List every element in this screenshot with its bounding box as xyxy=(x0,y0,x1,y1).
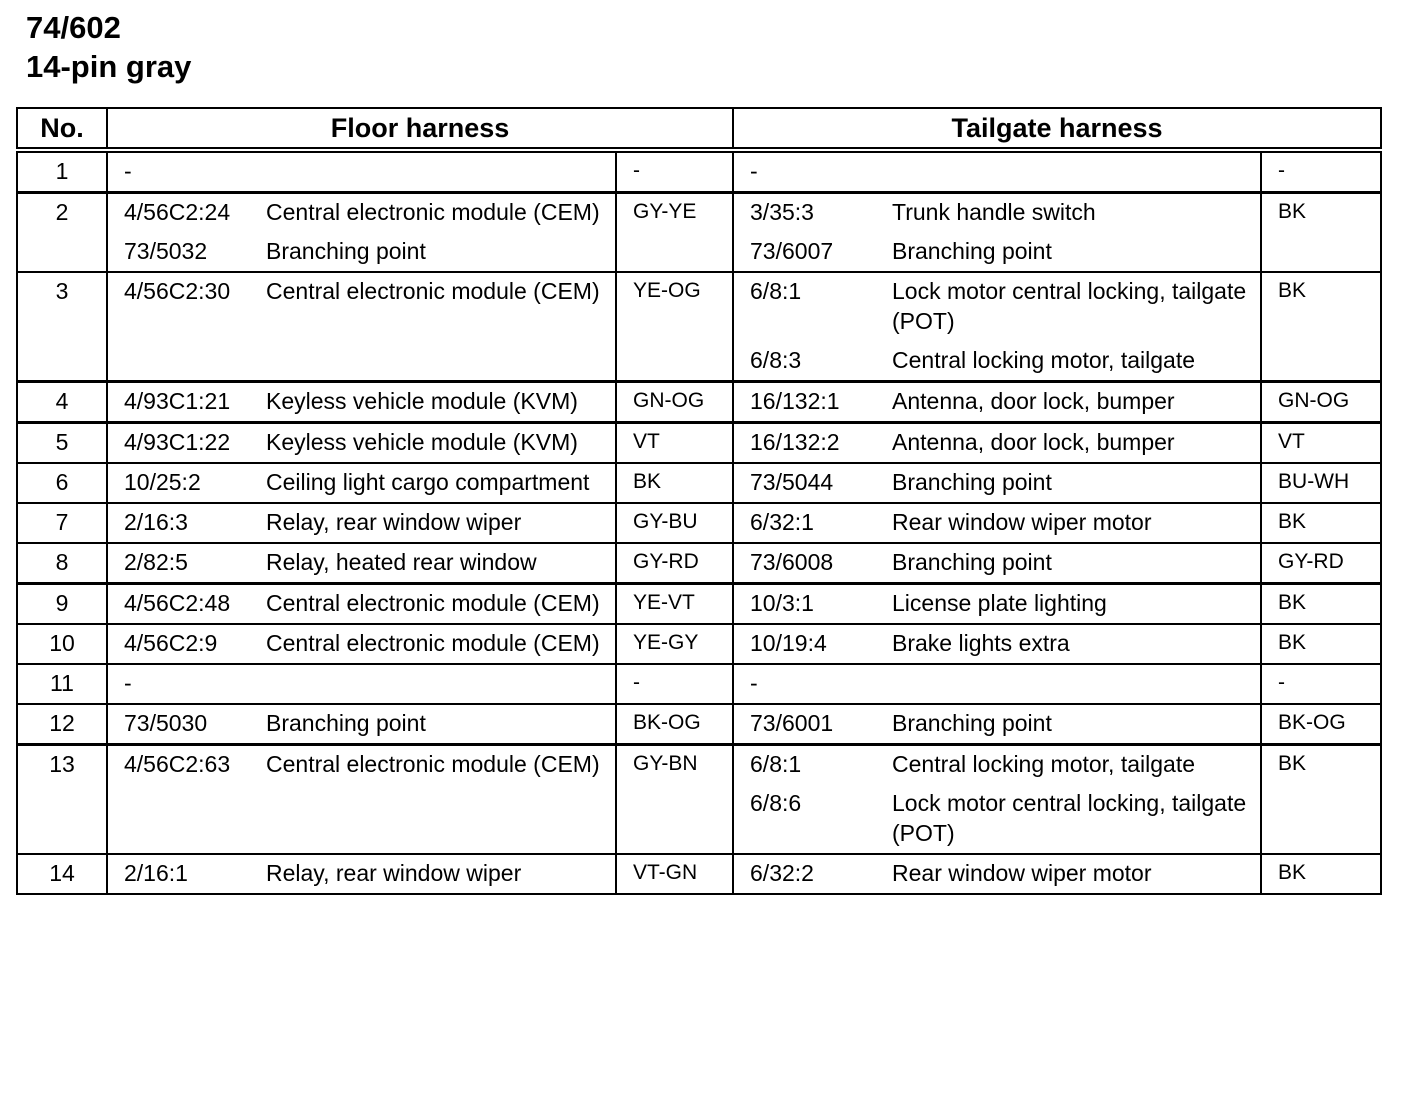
floor-connection-entry xyxy=(124,547,609,577)
table-row xyxy=(17,624,1381,664)
tailgate-wire-color: BK xyxy=(1261,503,1381,543)
connection-description: Keyless vehicle module (KVM) xyxy=(266,429,578,455)
connection-pin: 6/8:1 xyxy=(750,751,802,777)
table-row xyxy=(17,150,1381,193)
table-row xyxy=(17,745,1381,855)
pin-number: 12 xyxy=(17,704,107,745)
tailgate-harness-connections xyxy=(733,584,1261,625)
floor-connection-entry xyxy=(124,749,609,779)
pin-number: 6 xyxy=(17,463,107,503)
connection-pin: 4/56C2:30 xyxy=(124,278,231,304)
tailgate-wire-color: BK xyxy=(1261,584,1381,625)
table-row xyxy=(17,584,1381,625)
pin-number: 9 xyxy=(17,584,107,625)
floor-harness-connections xyxy=(107,745,616,855)
floor-connection-entry xyxy=(124,467,609,497)
page-heading xyxy=(26,8,191,86)
connection-pin: 4/56C2:63 xyxy=(124,751,231,777)
tailgate-connection-entry xyxy=(750,467,1254,497)
floor-harness-connections xyxy=(107,854,616,894)
tailgate-wire-color: BK xyxy=(1261,272,1381,382)
floor-connection-entry xyxy=(124,276,609,306)
tailgate-harness-connections xyxy=(733,503,1261,543)
connection-description: Branching point xyxy=(892,549,1052,575)
floor-harness-connections xyxy=(107,382,616,423)
connection-pin: 10/25:2 xyxy=(124,469,201,495)
connection-description: Central electronic module (CEM) xyxy=(266,751,600,777)
tailgate-harness-connections xyxy=(733,272,1261,382)
connection-description: Relay, rear window wiper xyxy=(266,509,522,535)
connection-pin: 3/35:3 xyxy=(750,199,814,225)
connection-pin: - xyxy=(124,670,132,696)
floor-harness-connections xyxy=(107,150,616,193)
tailgate-connection-entry xyxy=(750,858,1254,888)
pin-number: 7 xyxy=(17,503,107,543)
connection-description: Rear window wiper motor xyxy=(892,860,1152,886)
tailgate-harness-connections xyxy=(733,193,1261,273)
floor-wire-color: GY-BU xyxy=(616,503,733,543)
connection-description xyxy=(266,668,609,698)
connection-pin: 10/3:1 xyxy=(750,590,814,616)
connection-pin: 6/32:1 xyxy=(750,509,814,535)
floor-connection-entry xyxy=(124,588,609,618)
tailgate-connection-entry xyxy=(750,668,1254,698)
floor-wire-color: - xyxy=(616,664,733,704)
connection-pin: 16/132:1 xyxy=(750,388,840,414)
connection-description: License plate lighting xyxy=(892,590,1107,616)
tailgate-connection-entry xyxy=(750,588,1254,618)
connection-pin: - xyxy=(750,670,758,696)
connection-description: Branching point xyxy=(266,710,426,736)
floor-connection-entry xyxy=(124,507,609,537)
tailgate-harness-connections xyxy=(733,150,1261,193)
connection-description: Branching point xyxy=(892,469,1052,495)
pin-number: 3 xyxy=(17,272,107,382)
floor-wire-color: VT xyxy=(616,423,733,464)
floor-connection-entry xyxy=(124,427,609,457)
connection-pin: 2/16:3 xyxy=(124,509,188,535)
connection-description: Central electronic module (CEM) xyxy=(266,199,600,225)
pin-number: 11 xyxy=(17,664,107,704)
tailgate-harness-connections xyxy=(733,745,1261,855)
connection-pin: 4/56C2:48 xyxy=(124,590,231,616)
connection-description: Lock motor central locking, tailgate (POT) xyxy=(892,278,1247,334)
connection-pin: 73/6008 xyxy=(750,549,834,575)
connection-description: Branching point xyxy=(892,710,1052,736)
connection-description: Relay, heated rear window xyxy=(266,549,537,575)
connection-description: Trunk handle switch xyxy=(892,199,1096,225)
connection-pin: 2/82:5 xyxy=(124,549,188,575)
connection-pin: 6/8:3 xyxy=(750,347,802,373)
floor-harness-connections xyxy=(107,423,616,464)
connection-pin: 73/6001 xyxy=(750,710,834,736)
tailgate-connection-entry xyxy=(750,386,1254,416)
floor-wire-color: YE-GY xyxy=(616,624,733,664)
floor-harness-connections xyxy=(107,704,616,745)
connection-description: Central electronic module (CEM) xyxy=(266,590,600,616)
connector-id: 74/602 xyxy=(26,10,121,45)
tailgate-harness-connections xyxy=(733,704,1261,745)
floor-wire-color: VT-GN xyxy=(616,854,733,894)
connection-pin: - xyxy=(124,158,132,184)
pin-number: 14 xyxy=(17,854,107,894)
tailgate-harness-connections xyxy=(733,382,1261,423)
floor-connection-entry xyxy=(124,386,609,416)
table-row xyxy=(17,704,1381,745)
floor-harness-connections xyxy=(107,584,616,625)
tailgate-wire-color: BK xyxy=(1261,745,1381,855)
floor-connection-entry xyxy=(124,668,609,698)
tailgate-harness-connections xyxy=(733,543,1261,584)
connection-description: Rear window wiper motor xyxy=(892,509,1152,535)
connection-description: Branching point xyxy=(266,238,426,264)
floor-wire-color: GN-OG xyxy=(616,382,733,423)
floor-wire-color: GY-RD xyxy=(616,543,733,584)
connection-pin: 6/8:1 xyxy=(750,278,802,304)
floor-wire-color: BK xyxy=(616,463,733,503)
connection-pin: 73/6007 xyxy=(750,238,834,264)
connection-pin: 16/132:2 xyxy=(750,429,840,455)
tailgate-connection-entry xyxy=(750,547,1254,577)
connection-description: Antenna, door lock, bumper xyxy=(892,429,1175,455)
tailgate-connection-entry xyxy=(750,749,1254,779)
connection-pin: 4/56C2:9 xyxy=(124,630,218,656)
tailgate-harness-connections xyxy=(733,624,1261,664)
table-row xyxy=(17,193,1381,273)
floor-wire-color: BK-OG xyxy=(616,704,733,745)
tailgate-wire-color: BK xyxy=(1261,854,1381,894)
connection-pin: 73/5044 xyxy=(750,469,834,495)
tailgate-connection-entry xyxy=(750,628,1254,658)
pin-table xyxy=(16,107,1382,895)
connection-pin: 73/5030 xyxy=(124,710,208,736)
tailgate-wire-color: GN-OG xyxy=(1261,382,1381,423)
tailgate-harness-connections xyxy=(733,463,1261,503)
table-row xyxy=(17,423,1381,464)
tailgate-connection-entry xyxy=(750,197,1254,227)
tailgate-wire-color: BK-OG xyxy=(1261,704,1381,745)
tailgate-connection-entry xyxy=(750,345,1254,375)
pin-number: 10 xyxy=(17,624,107,664)
connection-description: Antenna, door lock, bumper xyxy=(892,388,1175,414)
table-row xyxy=(17,503,1381,543)
table-header-row xyxy=(17,108,1381,150)
connection-description xyxy=(892,156,1254,186)
header-no: No. xyxy=(17,108,107,150)
floor-harness-connections xyxy=(107,272,616,382)
tailgate-connection-entry xyxy=(750,236,1254,266)
tailgate-connection-entry xyxy=(750,156,1254,186)
floor-harness-connections xyxy=(107,543,616,584)
table-row xyxy=(17,854,1381,894)
connection-pin: 4/56C2:24 xyxy=(124,199,231,225)
connection-description xyxy=(266,156,609,186)
pin-number: 4 xyxy=(17,382,107,423)
connection-description: Keyless vehicle module (KVM) xyxy=(266,388,578,414)
floor-connection-entry xyxy=(124,708,609,738)
pin-number: 13 xyxy=(17,745,107,855)
tailgate-wire-color: - xyxy=(1261,664,1381,704)
floor-connection-entry xyxy=(124,197,609,227)
connection-description: Relay, rear window wiper xyxy=(266,860,522,886)
table-row xyxy=(17,664,1381,704)
pin-number: 8 xyxy=(17,543,107,584)
floor-wire-color: GY-BN xyxy=(616,745,733,855)
connection-pin: 4/93C1:21 xyxy=(124,388,231,414)
connection-description: Central electronic module (CEM) xyxy=(266,278,600,304)
tailgate-harness-connections xyxy=(733,854,1261,894)
connection-pin: 6/32:2 xyxy=(750,860,814,886)
table-row xyxy=(17,382,1381,423)
connection-pin: 73/5032 xyxy=(124,238,208,264)
tailgate-connection-entry xyxy=(750,788,1254,848)
tailgate-wire-color: BU-WH xyxy=(1261,463,1381,503)
table-row xyxy=(17,272,1381,382)
connector-type: 14-pin gray xyxy=(26,49,192,84)
tailgate-connection-entry xyxy=(750,507,1254,537)
tailgate-wire-color: BK xyxy=(1261,193,1381,273)
floor-harness-connections xyxy=(107,503,616,543)
tailgate-wire-color: BK xyxy=(1261,624,1381,664)
table-row xyxy=(17,543,1381,584)
table-row xyxy=(17,463,1381,503)
connection-pin: 10/19:4 xyxy=(750,630,827,656)
connection-description: Central locking motor, tailgate xyxy=(892,751,1196,777)
floor-wire-color: YE-VT xyxy=(616,584,733,625)
tailgate-wire-color: GY-RD xyxy=(1261,543,1381,584)
floor-connection-entry xyxy=(124,236,609,266)
connection-description: Central electronic module (CEM) xyxy=(266,630,600,656)
connection-description: Branching point xyxy=(892,238,1052,264)
floor-connection-entry xyxy=(124,858,609,888)
pin-number: 1 xyxy=(17,150,107,193)
floor-wire-color: GY-YE xyxy=(616,193,733,273)
tailgate-connection-entry xyxy=(750,708,1254,738)
connection-description: Central locking motor, tailgate xyxy=(892,347,1196,373)
tailgate-wire-color: - xyxy=(1261,150,1381,193)
pin-table-body xyxy=(17,150,1381,894)
connection-description xyxy=(892,668,1254,698)
connection-description: Lock motor central locking, tailgate (POT) xyxy=(892,790,1247,846)
floor-wire-color: YE-OG xyxy=(616,272,733,382)
tailgate-harness-connections xyxy=(733,423,1261,464)
connection-pin: 2/16:1 xyxy=(124,860,188,886)
floor-harness-connections xyxy=(107,463,616,503)
floor-connection-entry xyxy=(124,156,609,186)
floor-harness-connections xyxy=(107,193,616,273)
tailgate-connection-entry xyxy=(750,276,1254,336)
floor-wire-color: - xyxy=(616,150,733,193)
connection-description: Ceiling light cargo compartment xyxy=(266,469,590,495)
tailgate-harness-connections xyxy=(733,664,1261,704)
tailgate-wire-color: VT xyxy=(1261,423,1381,464)
pin-number: 2 xyxy=(17,193,107,273)
header-tailgate-harness: Tailgate harness xyxy=(733,108,1381,150)
pin-number: 5 xyxy=(17,423,107,464)
connection-pin: 4/93C1:22 xyxy=(124,429,231,455)
tailgate-connection-entry xyxy=(750,427,1254,457)
header-floor-harness: Floor harness xyxy=(107,108,733,150)
connection-description: Brake lights extra xyxy=(892,630,1070,656)
floor-connection-entry xyxy=(124,628,609,658)
floor-harness-connections xyxy=(107,664,616,704)
connection-pin: 6/8:6 xyxy=(750,790,802,816)
connection-pin: - xyxy=(750,158,758,184)
floor-harness-connections xyxy=(107,624,616,664)
